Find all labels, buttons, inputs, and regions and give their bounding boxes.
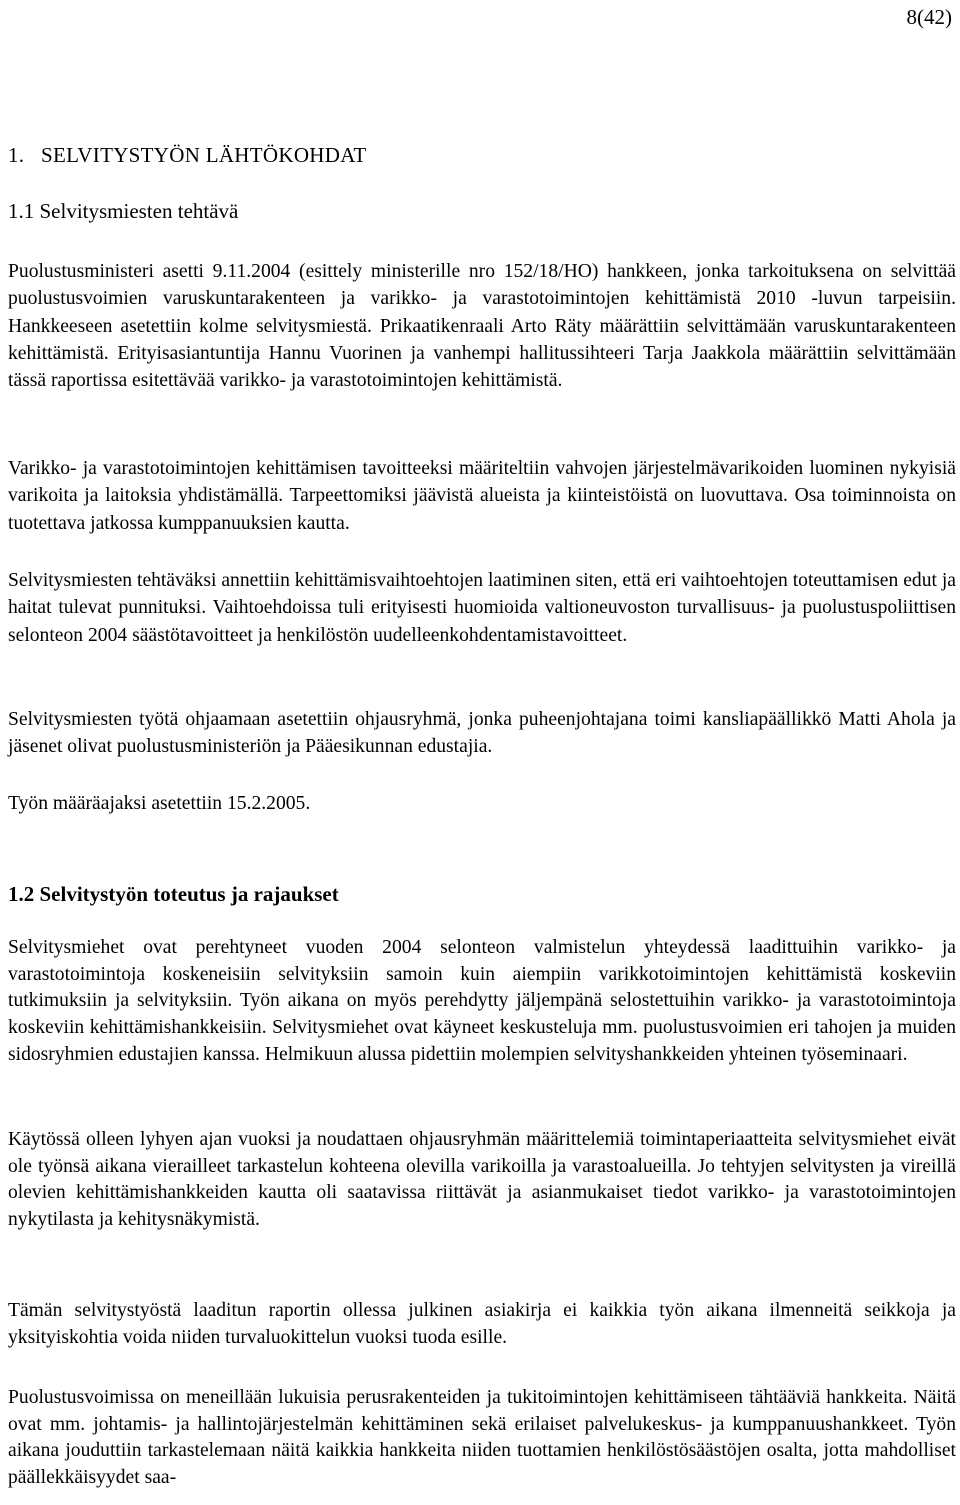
paragraph-public-document: Tämän selvitystyöstä laaditun raportin ollessa julkinen asiakirja ei kaikkia työn aikana ilmenneitä seikkoja ja yksityiskohtia voida niiden turvaluokittelun vuoksi tuoda esille.	[8, 1300, 956, 1348]
paragraph-tasks: Selvitysmiesten tehtäväksi annettiin kehittämisvaihtoehtojen laatiminen siten, että eri vaihtoehtojen toteuttamisen edut ja haitat tulevat punnituksi. Vaihtoehdoissa tuli erityisesti huomioida valtioneuvoston turvallisuus- ja puolustuspoliittisen selonteon 2004 säästötavoitteet ja henkilöstön uudelleenkohdentamistavoitteet.	[8, 570, 956, 646]
heading-section-1: 1. SELVITYSTYÖN LÄHTÖKOHDAT	[8, 143, 367, 167]
paragraph-no-site-visits: Käytössä olleen lyhyen ajan vuoksi ja noudattaen ohjausryhmän määrittelemiä toimintaperiaatteita selvitysmiehet eivät ole työnsä aikana vierailleet tarkastelun kohteena olevilla varikoilla ja varastoalueilla. Jo tehtyjen selvitysten ja vireillä olevien kehittämishankkeiden kautta oli saatavissa riittävät ja asianmukaiset tiedot varikko- ja varastotoimintojen nykytilasta ja kehitysnäkymistä.	[8, 1129, 956, 1231]
paragraph-familiarization: Selvitysmiehet ovat perehtyneet vuoden 2004 selonteon valmistelun yhteydessä laadittuihin varikko- ja varastotoimintoja koskeneisiin selvityksiin samoin kuin aiempiin varikkotoimintojen kehittämistä koskeviin tutkimuksiin ja selvityksiin. Työn aikana on myös perehdytty jäljempänä selostettuihin varikko- ja varastotoimintoja koskeviin kehittämishankkeisiin. Selvitysmiehet ovat käyneet keskusteluja mm. puolustusvoimien eri tahojen ja muiden sidosryhmien edustajien kanssa. Helmikuun alussa pidettiin molempien selvityshankkeiden yhteinen työseminaari.	[8, 937, 956, 1065]
heading-section-1-1: 1.1 Selvitysmiesten tehtävä	[8, 199, 239, 223]
paragraph-deadline: Työn määräajaksi asetettiin 15.2.2005.	[8, 793, 311, 814]
heading-section-1-2: 1.2 Selvitystyön toteutus ja rajaukset	[8, 882, 339, 906]
paragraph-development-goal: Varikko- ja varastotoimintojen kehittämisen tavoitteeksi määriteltiin vahvojen järjestelmävarikoiden luominen nykyisiä varikoita ja laitoksia yhdistämällä. Tarpeettomiksi jäävistä alueista ja kiinteistöistä on luovuttava. Osa toiminnoista on tuotettava jatkossa kumppanuuksien kautta.	[8, 458, 956, 534]
paragraph-ongoing-projects: Puolustusvoimissa on meneillään lukuisia perusrakenteiden ja tukitoimintojen kehittämiseen tähtääviä hankkeita. Näitä ovat mm. johtamis- ja hallintojärjestelmän kehittäminen sekä erilaiset palvelukeskus- ja kumppanuushankkeet. Työn aikana jouduttiin tarkastelemaan näitä kaikkia hankkeita niiden tuottamien henkilöstösäästöjen osalta, jotta mahdolliset päällekkäisyydet saa-	[8, 1387, 956, 1489]
paragraph-steering-group: Selvitysmiesten työtä ohjaamaan asetettiin ohjausryhmä, jonka puheenjohtajana toimi kansliapäällikkö Matti Ahola ja jäsenet olivat puolustusministeriön ja Pääesikunnan edustajia.	[8, 709, 956, 758]
page-number: 8(42)	[906, 5, 952, 29]
paragraph-assignment: Puolustusministeri asetti 9.11.2004 (esittely ministerille nro 152/18/HO) hankkeen, jonka tarkoituksena on selvittää puolustusvoimien varuskuntarakenteen ja varikko- ja varastotoimintojen kehittämistä 2010 -luvun tarpeisiin. Hankkeeseen asetettiin kolme selvitysmiestä. Prikaatikenraali Arto Räty määrättiin selvittämään varuskuntarakenteen kehittämistä. Erityisasiantuntija Hannu Vuorinen ja vanhempi hallitussihteeri Tarja Jaakkola määrättiin selvittämään tässä raportissa esitettävää varikko- ja varastotoimintojen kehittämistä.	[8, 261, 956, 392]
